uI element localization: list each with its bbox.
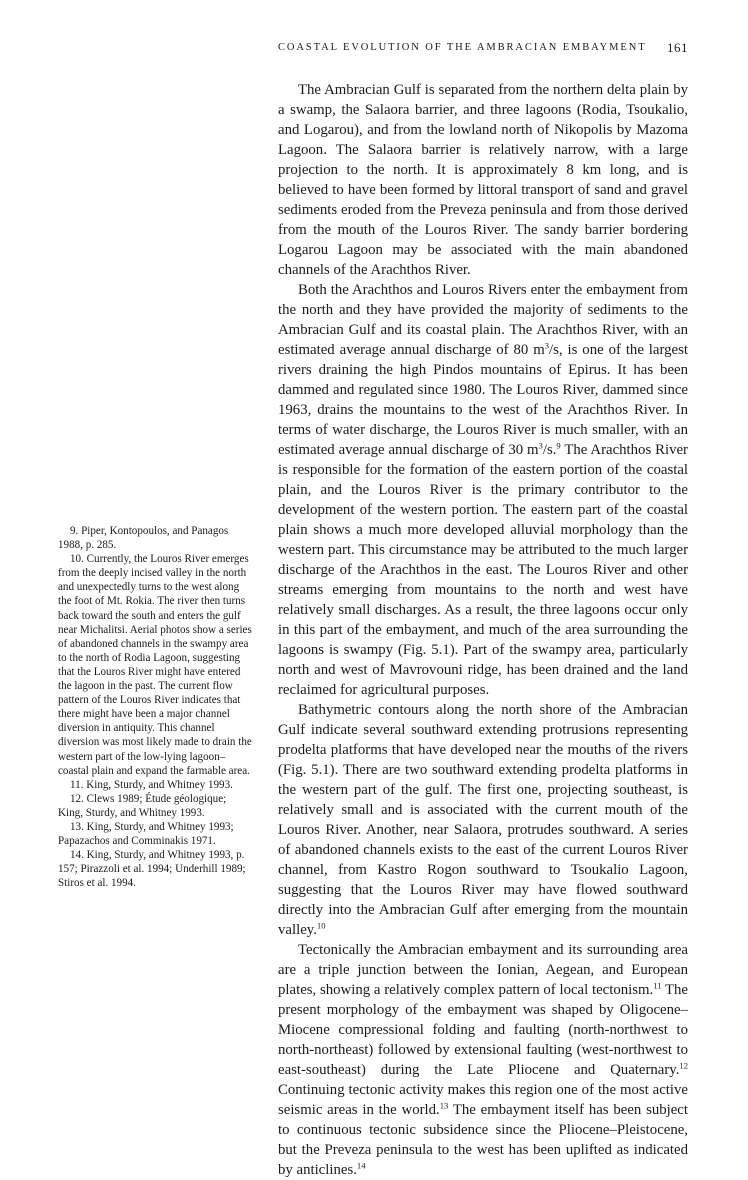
footnote-ref[interactable]: 11 [653, 980, 662, 991]
body-paragraph [278, 700, 688, 940]
body-paragraph [278, 940, 688, 1180]
text-run: Bathymetric contours along the north shore of the Ambracian Gulf indicate several southward extending protrusions representing prodelta platforms that have developed near the mouths of the rivers (Fig. 5.1). There are two southward extending prodelta platforms in the western part of the gulf. The first one, projecting southeast, is relatively small and is associated with the current mouth of the Louros River. Another, near Salaora, protrudes southward. A series of abandoned channels exists to the east of the current Louros River channel, from Kastro Rogon southward to Tsoukalio Lagoon, suggesting that the Louros River may have flowed southward directly into the Ambracian Gulf after emerging from the mountain valley. [278, 702, 688, 938]
footnote: 12. Clews 1989; Étude géologique; King, Sturdy, and Whitney 1993. [58, 792, 227, 819]
footnote: 14. King, Sturdy, and Whitney 1993, p. 157; Pirazzoli et al. 1994; Underhill 1989; Stiros et al. 1994. [58, 849, 246, 890]
superscript: 3 [538, 440, 543, 451]
body-paragraph [278, 280, 688, 700]
running-head-title: COASTAL EVOLUTION OF THE AMBRACIAN EMBAYMENT [278, 42, 647, 53]
footnote: 10. Currently, the Louros River emerges from the deeply incised valley in the north and unexpectedly turns to the west along the foot of Mt. Rokia. The river then turns back toward the south and enters the gulf near Michalitsi. Aerial photos show a series of abandoned channels in the swampy area to the north of Rodia Lagoon, suggesting that the Louros River might have entered the lagoon in the past. The current flow pattern of the Louros River indicates that there might have been a major channel diversion in antiquity. This channel diversion was most likely made to drain the western part of the low-lying lagoon–coastal plain and expand the farmable area. [58, 553, 252, 777]
text-run: The embayment itself has been subject to continuous tectonic subsidence since the Pliocene–Pleistocene, but the Preveza peninsula to the west has been uplifted as indicated by anticlines. [278, 1102, 688, 1178]
main-text-column [278, 80, 688, 1180]
body-paragraph: The Ambracian Gulf is separated from the northern delta plain by a swamp, the Salaora barrier, and three lagoons (Rodia, Tsoukalio, and Logarou), and from the lowland north of Nikopolis by Mazoma Lagoon. The Salaora barrier is relatively narrow, with a large projection to the north. It is approximately 8 km long, and is believed to have been formed by littoral transport of sand and gravel sediments eroded from the Preveza peninsula and from those derived from the mouth of the Louros River. The sandy barrier bordering Logarou Lagoon may be associated with the main abandoned channels of the Arachthos River. [278, 82, 688, 278]
footnote-ref[interactable]: 9 [556, 440, 561, 451]
footnote-ref[interactable]: 12 [679, 1060, 688, 1071]
sidenotes [58, 524, 253, 890]
text-run: /s. [542, 442, 557, 458]
page-number: 161 [667, 40, 688, 55]
superscript: 3 [544, 340, 550, 351]
footnote: 9. Piper, Kontopoulos, and Panagos 1988, p. 285. [58, 525, 229, 552]
text-run: /s, is one of the largest rivers draining the high Pindos mountains of Epirus. It has been dammed and regulated since 1980. The Louros River, dammed since 1963, drains the mountains to the west of the Arachthos River. In terms of water discharge, the Louros River is much smaller, with an estimated average annual discharge of 30 m [278, 342, 688, 458]
footnote: 11. King, Sturdy, and Whitney 1993. [70, 778, 233, 791]
text-run: Continuing tectonic activity makes this region one of the most active seismic areas in the world. [278, 1082, 688, 1118]
footnote-ref[interactable]: 10 [316, 920, 326, 931]
text-run: The Arachthos River is responsible for the formation of the eastern portion of the coastal plain, and the Louros River is the primary contributor to the development of the western portion. The eastern part of the coastal plain shows a much more developed alluvial morphology than the western part. This circumstance may be attributed to the much larger discharge of the Arachthos in the east. The Louros River and other streams emerging from mountains to the north and west have relatively small discharges. As a result, the three lagoons occur only in this part of the embayment, and much of the area surrounding the lagoons is swampy (Fig. 5.1). Part of the swampy area, particularly north and west of Mavrovouni ridge, has been drained and the land reclaimed for agricultural purposes. [278, 442, 688, 698]
running-head [278, 40, 688, 56]
text-run: The present morphology of the embayment was shaped by Oligocene–Miocene compressional folding and faulting (north-northwest to north-northeast) followed by extensional faulting (west-northwest to east-southeast) during the Late Pliocene and Quaternary. [278, 982, 688, 1078]
footnote-ref[interactable]: 13 [439, 1100, 449, 1111]
text-run: Both the Arachthos and Louros Rivers enter the embayment from the north and they have provided the majority of sediments to the Ambracian Gulf and its coastal plain. The Arachthos River, with an estimated average annual discharge of 80 m [278, 282, 688, 358]
text-run: Tectonically the Ambracian embayment and its surrounding area are a triple junction between the Ionian, Aegean, and European plates, showing a relatively complex pattern of local tectonism. [278, 942, 688, 998]
footnote: 13. King, Sturdy, and Whitney 1993; Papazachos and Comminakis 1971. [58, 820, 234, 848]
footnote-ref[interactable]: 14 [356, 1160, 366, 1171]
